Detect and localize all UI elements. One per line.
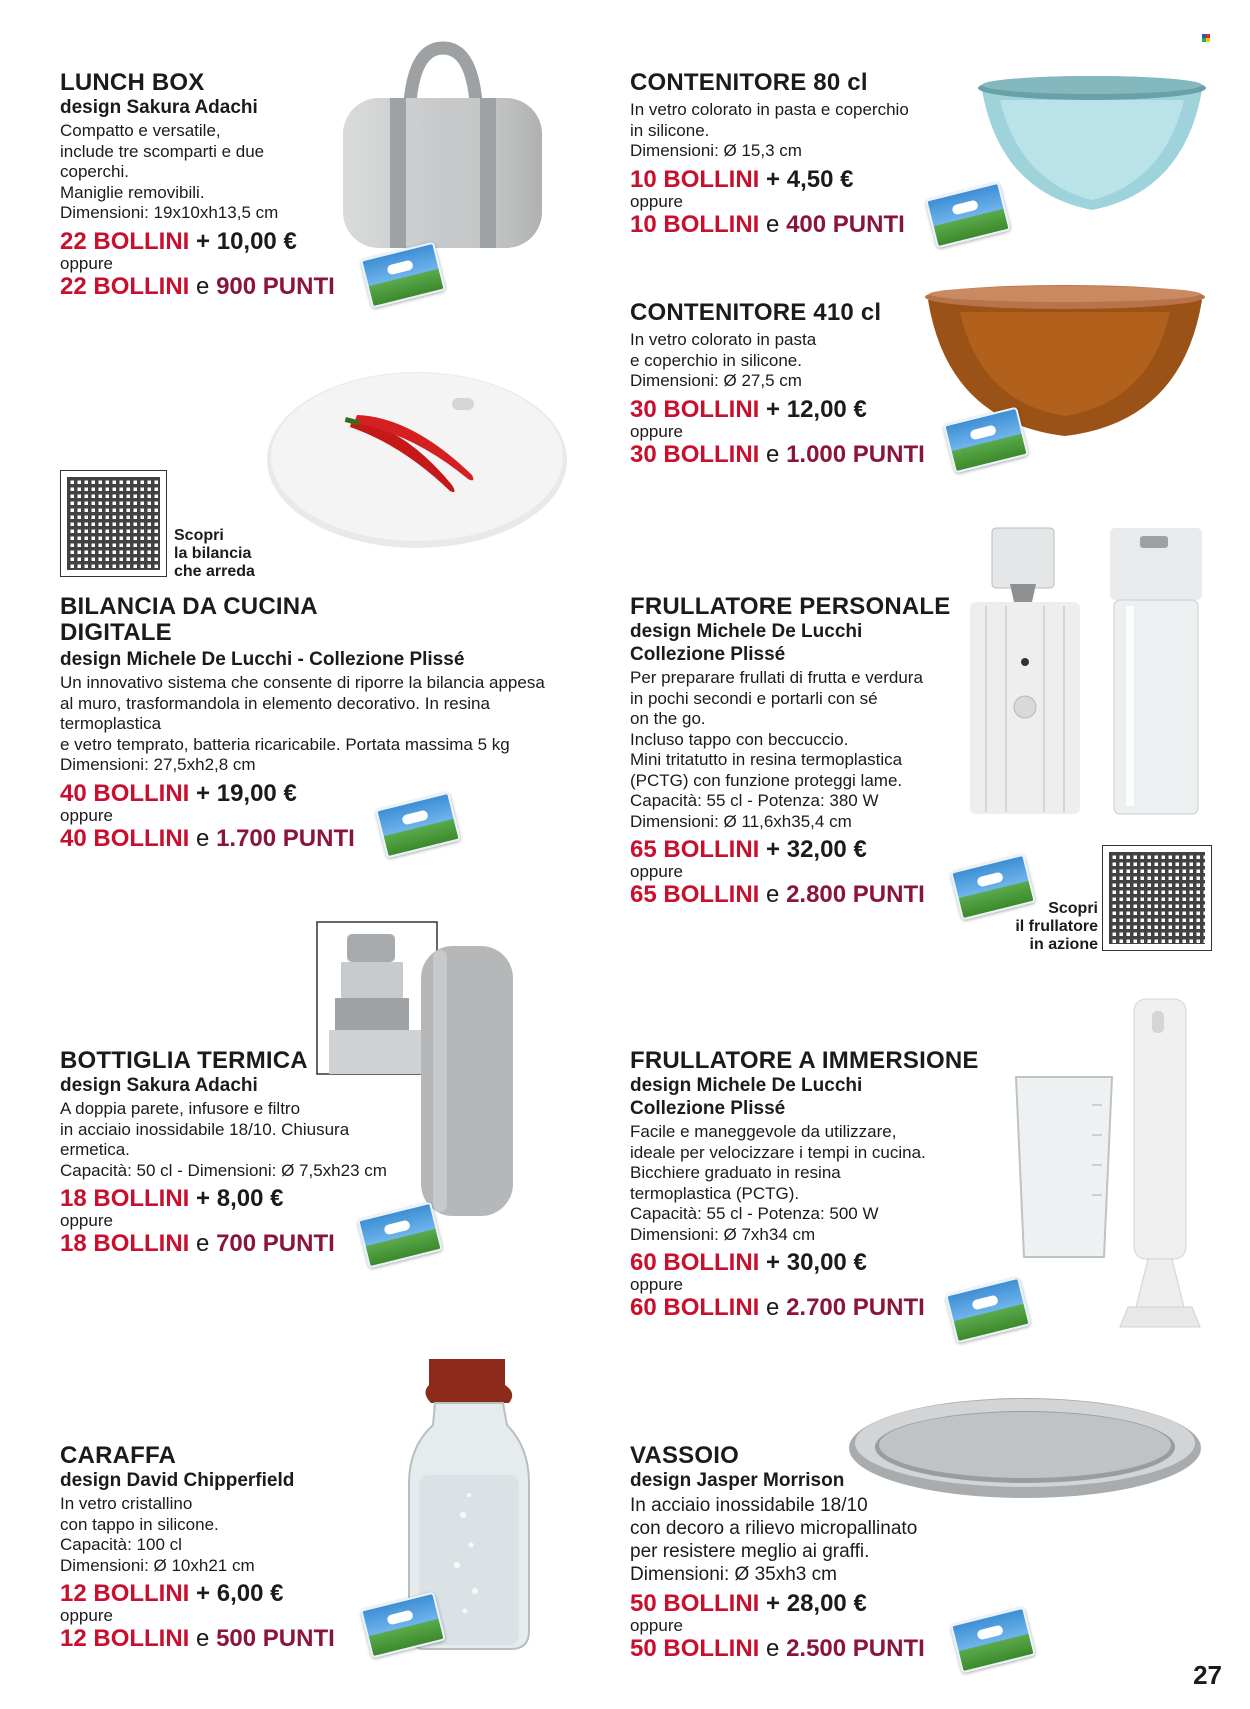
- bilancia-image: [262, 365, 572, 555]
- contenitore-410-image: [920, 282, 1210, 440]
- brand-mark-icon: [1202, 34, 1210, 42]
- page-number: 27: [1193, 1660, 1222, 1690]
- lunch-box-image: [335, 40, 550, 255]
- product-designer: design Michele De Lucchi Collezione Plissé: [630, 1075, 863, 1119]
- price-block: 22 BOLLINI + 10,00 € oppure 22 BOLLINI e 900 PUNTI: [60, 227, 335, 300]
- product-designer: design Michele De Lucchi Collezione Plissé: [630, 621, 863, 665]
- product-description: In acciaio inossidabile 18/10 con decoro a rilievo micropallinato per resistere meglio ai graffi. Dimensioni: Ø 35xh3 cm: [630, 1495, 918, 1585]
- product-description: Compatto e versatile, include tre scomparti e due coperchi. Maniglie removibili. Dimensioni: 19x10xh13,5 cm: [60, 121, 279, 222]
- price-block: 65 BOLLINI + 32,00 € oppure 65 BOLLINI e 2.800 PUNTI: [630, 836, 925, 908]
- price-block: 40 BOLLINI + 19,00 € oppure 40 BOLLINI e 1.700 PUNTI: [60, 779, 355, 852]
- qr-caption-bilancia: Scopri la bilancia che arreda: [174, 527, 255, 580]
- product-designer: design Jasper Morrison: [630, 1470, 845, 1491]
- product-contenitore-410: [630, 300, 960, 468]
- product-title: VASSOIO: [630, 1442, 739, 1469]
- qr-caption-frullatore: Scopri il frullatore in azione: [1015, 900, 1098, 953]
- qr-code-frullatore[interactable]: [1102, 845, 1212, 951]
- price-block: 50 BOLLINI + 28,00 € oppure 50 BOLLINI e 2.500 PUNTI: [630, 1590, 925, 1662]
- product-designer: design Michele De Lucchi - Collezione Plissé: [60, 649, 465, 670]
- product-frullatore-immersione: [630, 1048, 990, 1321]
- price-block: 60 BOLLINI + 30,00 € oppure 60 BOLLINI e 2.700 PUNTI: [630, 1249, 925, 1321]
- product-title: BILANCIA DA CUCINA DIGITALE: [60, 593, 318, 646]
- product-title: CONTENITORE 80 cl: [630, 69, 868, 96]
- frullatore-immersione-image: [1010, 995, 1220, 1340]
- price-block: 30 BOLLINI + 12,00 € oppure 30 BOLLINI e 1.000 PUNTI: [630, 395, 925, 468]
- product-designer: design David Chipperfield: [60, 1470, 295, 1491]
- price-block: 18 BOLLINI + 8,00 € oppure 18 BOLLINI e 700 PUNTI: [60, 1185, 335, 1257]
- product-vassoio: [630, 1443, 990, 1662]
- qr-code-icon: [67, 477, 160, 570]
- qr-code-bilancia[interactable]: [60, 470, 167, 577]
- product-title: BOTTIGLIA TERMICA: [60, 1047, 308, 1074]
- product-contenitore-80: [630, 70, 970, 238]
- product-frullatore-personale: [630, 594, 970, 908]
- product-title: LUNCH BOX: [60, 69, 205, 96]
- product-description: Per preparare frullati di frutta e verdura in pochi secondi e portarli con sé on the go. Incluso tappo con beccuccio. Mini tritatutto in resina termoplastica (PCTG) con funzione proteggi lame. Capacità: 55 cl - Potenza: 380 W Dimensioni: Ø 11,6xh35,4 cm: [630, 668, 923, 831]
- product-title: CONTENITORE 410 cl: [630, 299, 882, 326]
- product-description: In vetro cristallino con tappo in silicone. Capacità: 100 cl Dimensioni: Ø 10xh21 cm: [60, 1494, 255, 1575]
- contenitore-80-image: [970, 72, 1215, 217]
- product-title: CARAFFA: [60, 1442, 177, 1469]
- frullatore-personale-image: [960, 522, 1215, 822]
- product-title: FRULLATORE PERSONALE: [630, 593, 951, 620]
- price-block: 10 BOLLINI + 4,50 € oppure 10 BOLLINI e 400 PUNTI: [630, 165, 905, 238]
- product-description: Facile e maneggevole da utilizzare, ideale per velocizzare i tempi in cucina. Bicchiere graduato in resina termoplastica (PCTG). Capacità: 55 cl - Potenza: 500 W Dimensioni: Ø 7xh34 cm: [630, 1122, 926, 1244]
- qr-code-icon: [1109, 852, 1205, 944]
- product-description: In vetro colorato in pasta e coperchio in silicone. Dimensioni: Ø 15,3 cm: [630, 100, 909, 160]
- price-block: 12 BOLLINI + 6,00 € oppure 12 BOLLINI e 500 PUNTI: [60, 1580, 335, 1652]
- product-description: In vetro colorato in pasta e coperchio in silicone. Dimensioni: Ø 27,5 cm: [630, 330, 817, 390]
- product-designer: design Sakura Adachi: [60, 97, 258, 118]
- product-designer: design Sakura Adachi: [60, 1075, 258, 1096]
- product-title: FRULLATORE A IMMERSIONE: [630, 1047, 979, 1074]
- product-bilancia: [60, 594, 620, 852]
- product-description: Un innovativo sistema che consente di riporre la bilancia appesa al muro, trasformandola in elemento decorativo. In resina termoplastica e vetro temprato, batteria ricaricabile. Portata massima 5 kg Dimensioni: 27,5xh2,8 cm: [60, 673, 545, 774]
- product-description: A doppia parete, infusore e filtro in acciaio inossidabile 18/10. Chiusura ermetica. Capacità: 50 cl - Dimensioni: Ø 7,5xh23 cm: [60, 1099, 387, 1180]
